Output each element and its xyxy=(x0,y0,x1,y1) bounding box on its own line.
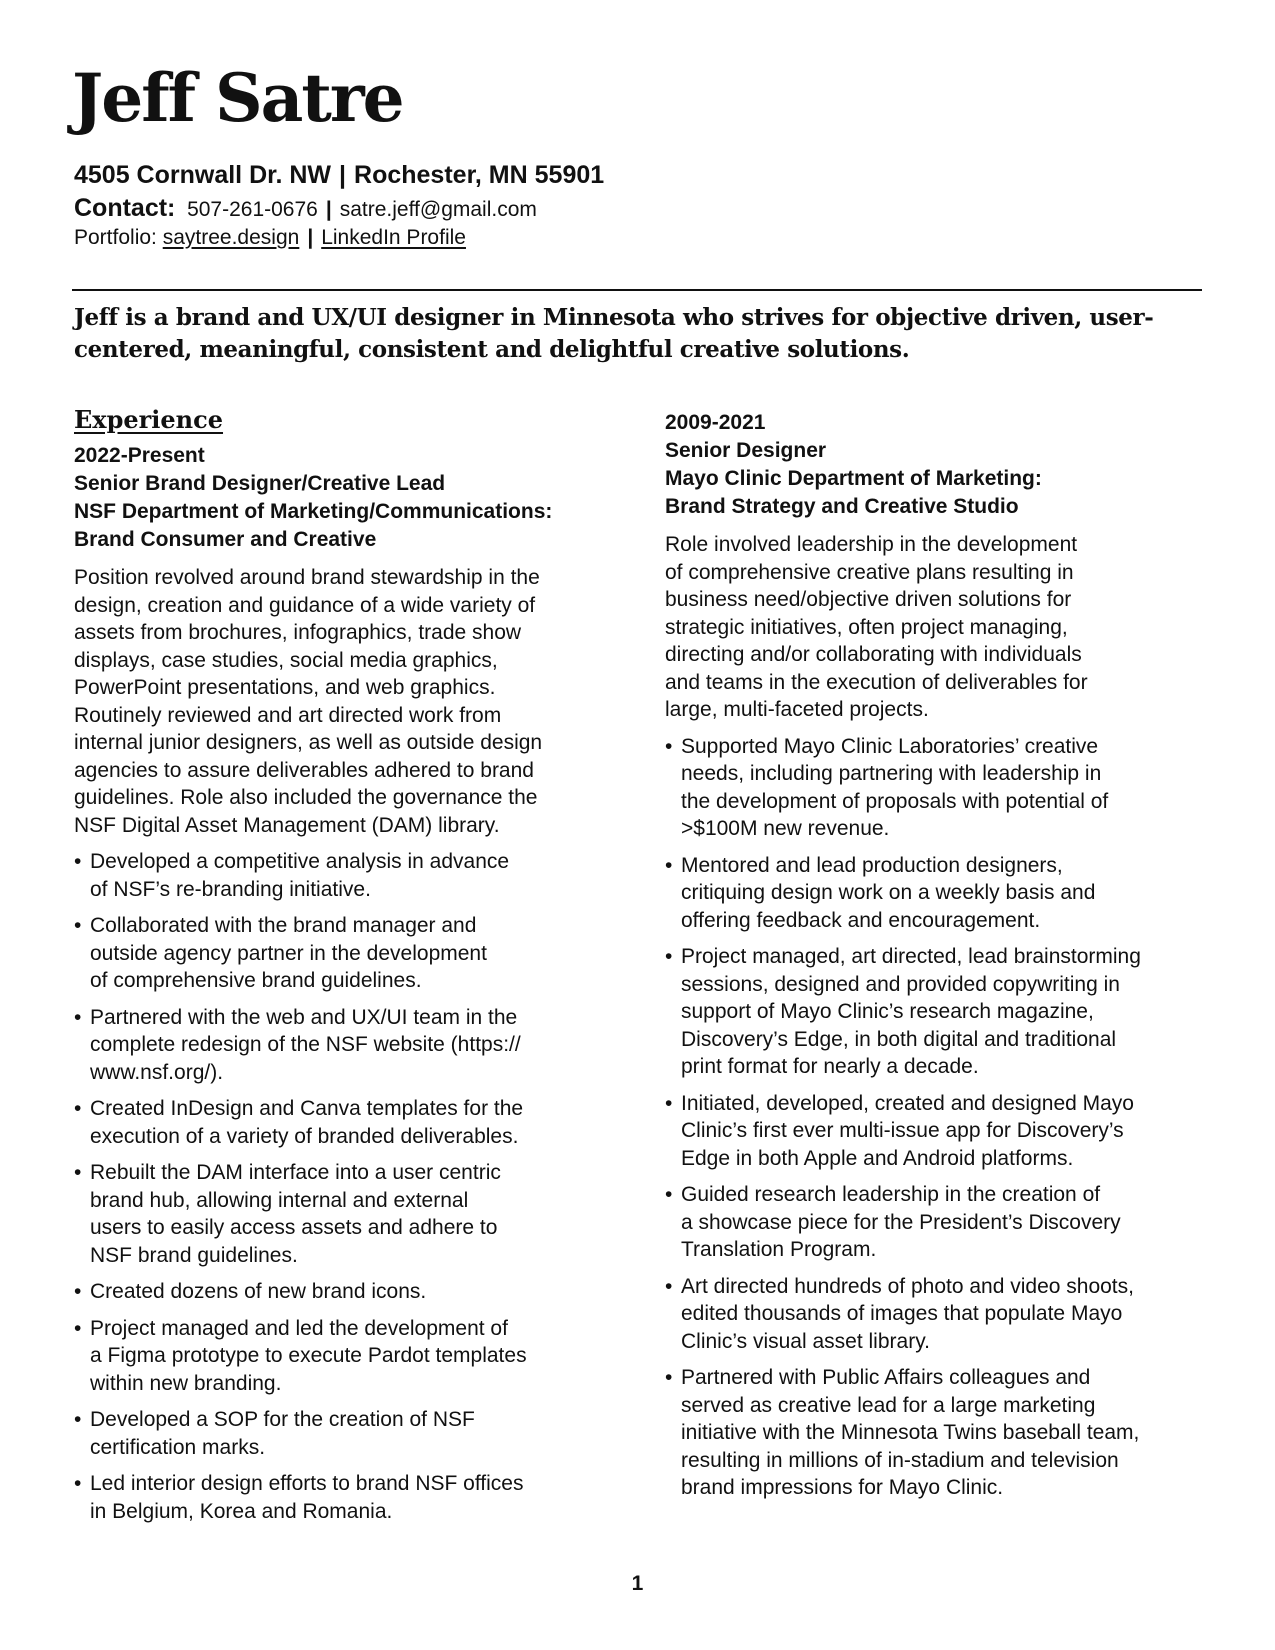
job-department: NSF Department of Marketing/Communications: xyxy=(74,500,553,523)
bullet-item: • Created InDesign and Canva templates for the execution of a variety of branded deliverables. xyxy=(74,1095,614,1150)
bullet-item: • Developed a SOP for the creation of NSF certification marks. xyxy=(74,1406,614,1461)
page-number: 1 xyxy=(631,1572,644,1595)
summary-statement: Jeff is a brand and UX/UI designer in Minnesota who strives for objective driven, user-centered, meaningful, consistent and delightful creative solutions. xyxy=(74,304,1154,363)
street-address: 4505 Cornwall Dr. NW xyxy=(74,161,332,189)
bullet-item: • Led interior design efforts to brand NSF offices in Belgium, Korea and Romania. xyxy=(74,1470,614,1525)
bullet-item: • Project managed, art directed, lead brainstorming sessions, designed and provided copywriting in support of Mayo Clinic’s research magazine, Discovery’s Edge, in both digital and traditional print format for nearly a decade. xyxy=(665,943,1210,1081)
bullet-item: • Project managed and led the development of a Figma prototype to execute Pardot templates within new branding. xyxy=(74,1315,614,1398)
bullet-item: • Supported Mayo Clinic Laboratories’ creative needs, including partnering with leadership in the development of proposals with potential of >$100M new revenue. xyxy=(665,733,1210,843)
linkedin-link[interactable]: LinkedIn Profile xyxy=(321,226,466,249)
bullet-item: • Guided research leadership in the creation of a showcase piece for the President’s Discovery Translation Program. xyxy=(665,1181,1210,1264)
bullet-item: • Created dozens of new brand icons. xyxy=(74,1278,614,1306)
contact-separator: | xyxy=(325,198,332,221)
job-department: Mayo Clinic Department of Marketing: xyxy=(665,467,1042,490)
job-team: Brand Strategy and Creative Studio xyxy=(665,495,1019,518)
job-dates: 2022-Present xyxy=(74,444,205,467)
city-state-zip: Rochester, MN 55901 xyxy=(354,161,605,189)
portfolio-separator: | xyxy=(307,226,314,249)
header-divider xyxy=(72,289,1202,291)
portfolio-label: Portfolio: xyxy=(74,226,157,249)
job-header-nsf xyxy=(74,442,614,554)
email-address: satre.jeff@gmail.com xyxy=(339,198,537,221)
job-dates: 2009-2021 xyxy=(665,411,766,434)
bullet-item: • Initiated, developed, created and designed Mayo Clinic’s first ever multi-issue app for Discovery’s Edge in both Apple and Android platforms. xyxy=(665,1090,1210,1173)
right-column xyxy=(665,409,1210,1511)
address-separator: | xyxy=(339,161,347,189)
job-description: Position revolved around brand stewardship in the design, creation and guidance of a wide variety of assets from brochures, infographics, trade show displays, case studies, social media graphics, PowerPoint presentations, and web graphics. Routinely reviewed and art directed work from internal junior designers, as well as outside design agencies to assure deliverables adhered to brand guidelines. Role also included the governance the NSF Digital Asset Management (DAM) library. xyxy=(74,566,543,837)
address-line xyxy=(74,160,604,190)
experience-heading: Experience xyxy=(74,405,224,434)
phone-number: 507-261-0676 xyxy=(187,198,318,221)
bullet-item: • Partnered with the web and UX/UI team in the complete redesign of the NSF website (https:// www.nsf.org/). xyxy=(74,1004,614,1087)
bullet-item: • Rebuilt the DAM interface into a user centric brand hub, allowing internal and external users to easily access assets and adhere to NSF brand guidelines. xyxy=(74,1159,614,1269)
portfolio-link[interactable]: saytree.design xyxy=(162,226,300,249)
bullet-item: • Mentored and lead production designers, critiquing design work on a weekly basis and offering feedback and encouragement. xyxy=(665,852,1210,935)
job-title: Senior Designer xyxy=(665,439,827,462)
job-bullets-nsf xyxy=(74,848,614,1525)
bullet-item: • Art directed hundreds of photo and video shoots, edited thousands of images that populate Mayo Clinic’s visual asset library. xyxy=(665,1273,1210,1356)
bullet-item: • Partnered with Public Affairs colleagues and served as creative lead for a large marketing initiative with the Minnesota Twins baseball team, resulting in millions of in-stadium and television brand impressions for Mayo Clinic. xyxy=(665,1364,1210,1502)
job-team: Brand Consumer and Creative xyxy=(74,528,377,551)
portfolio-line xyxy=(74,224,466,252)
candidate-name: Jeff Satre xyxy=(72,59,403,137)
bullet-item: • Developed a competitive analysis in advance of NSF’s re-branding initiative. xyxy=(74,848,614,903)
job-title: Senior Brand Designer/Creative Lead xyxy=(74,472,446,495)
job-description: Role involved leadership in the development of comprehensive creative plans resulting in business need/objective driven solutions for strategic initiatives, often project managing, directing and/or collaborating with individuals and teams in the execution of deliverables for large, multi-faceted projects. xyxy=(665,533,1088,721)
job-header-mayo xyxy=(665,409,1210,521)
left-column xyxy=(74,404,614,1534)
bullet-item: • Collaborated with the brand manager and outside agency partner in the development of comprehensive brand guidelines. xyxy=(74,912,614,995)
contact-label: Contact: xyxy=(74,194,176,222)
job-bullets-mayo xyxy=(665,733,1210,1502)
contact-line xyxy=(74,194,537,224)
